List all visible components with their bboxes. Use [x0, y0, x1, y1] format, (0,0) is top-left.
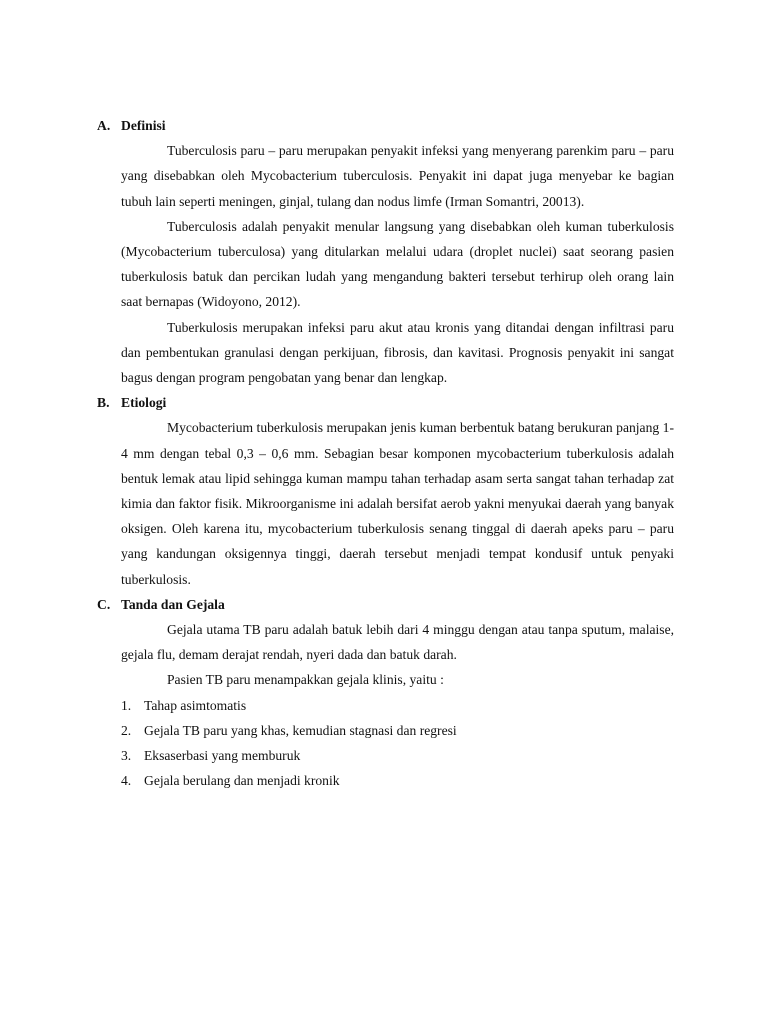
paragraph: Gejala utama TB paru adalah batuk lebih dari 4 minggu dengan atau tanpa sputum, malaise, gejala flu, demam derajat rendah, nyeri dada dan batuk darah. [121, 622, 674, 663]
list-text: Tahap asimtomatis [144, 697, 247, 713]
list-item [121, 743, 674, 768]
list-text: Eksaserbasi yang memburuk [144, 748, 301, 764]
list-text: Gejala TB paru yang khas, kemudian stagnasi dan regresi [144, 722, 457, 738]
paragraph: Tuberculosis adalah penyakit menular langsung yang disebabkan oleh kuman tuberkulosis (Mycobacterium tuberculosa) yang ditularkan melalui udara (droplet nuclei) saat seorang pasien tuberkulosis batuk dan percikan ludah yang mengandung bakteri tersebut terhirup oleh orang lain saat bernapas (Widoyono, 2012). [121, 218, 674, 310]
section-title: Tanda dan Gejala [121, 596, 225, 612]
paragraph: Tuberkulosis merupakan infeksi paru akut atau kronis yang ditandai dengan infiltrasi paru dan pembentukan granulasi dengan perkijuan, fibrosis, dan kavitasi. Prognosis penyakit ini sangat bagus dengan program pengobatan yang benar dan lengkap. [121, 319, 674, 386]
paragraph: Tuberculosis paru – paru merupakan penyakit infeksi yang menyerang parenkim paru – paru yang disebabkan oleh Mycobacterium tuberculosis. Penyakit ini dapat juga menyebar ke bagian tubuh lain seperti meningen, ginjal, tulang dan nodus limfe (Irman Somantri, 20013). [121, 143, 674, 209]
list-number: 3. [121, 748, 132, 764]
list-number: 4. [121, 773, 132, 789]
section-letter: A. [97, 118, 111, 133]
list-text: Gejala berulang dan menjadi kronik [144, 773, 340, 789]
symptom-list [121, 693, 674, 794]
list-number: 2. [121, 722, 132, 738]
section-heading-etiologi [97, 390, 674, 415]
list-number: 1. [121, 697, 132, 713]
document-body [97, 113, 674, 793]
section-heading-definisi [97, 113, 674, 138]
section-heading-tanda-gejala [97, 592, 674, 617]
paragraph: Pasien TB paru menampakkan gejala klinis, yaitu : [167, 672, 444, 688]
section-letter: B. [97, 395, 110, 411]
section-title: Etiologi [121, 395, 167, 411]
list-item [121, 768, 674, 793]
section-letter: C. [97, 596, 111, 612]
list-item [121, 693, 674, 718]
list-item [121, 718, 674, 743]
section-title: Definisi [121, 118, 166, 133]
paragraph: Mycobacterium tuberkulosis merupakan jenis kuman berbentuk batang berukuran panjang 1-4 mm dengan tebal 0,3 – 0,6 mm. Sebagian besar komponen mycobacterium tuberkulosis adalah bentuk lemak atau lipid sehingga kuman mampu tahan terhadap asam serta sangat tahan terhadap zat kimia dan faktor fisik. Mikroorganisme ini adalah bersifat aerob yakni menyukai daerah yang banyak oksigen. Oleh karena itu, mycobacterium tuberkulosis senang tinggal di daerah apeks paru – paru yang kandungan oksigennya tinggi, daerah tersebut menjadi tempat kondusif untuk penyaki tuberkulosis. [121, 420, 674, 587]
